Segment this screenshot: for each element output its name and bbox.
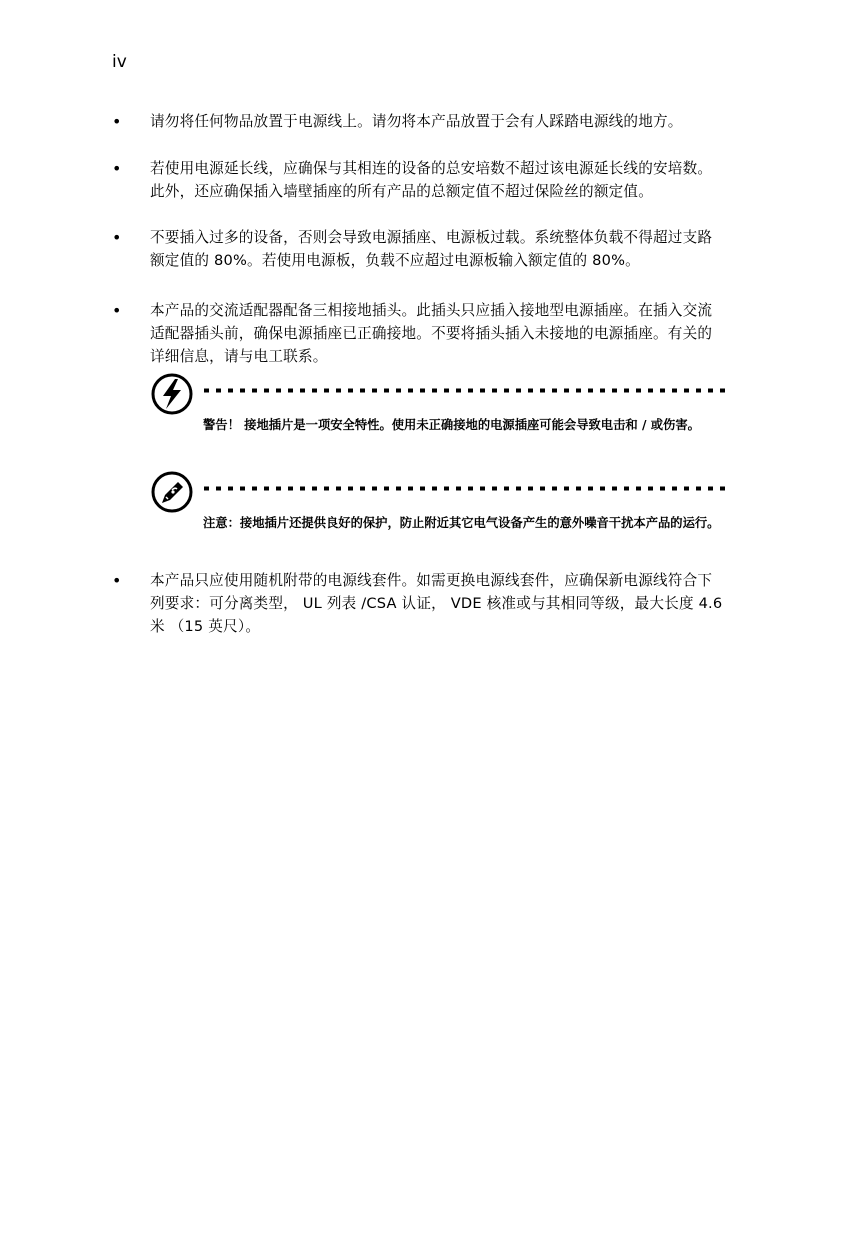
bullet-symbol: • <box>112 301 122 320</box>
list-item <box>112 569 724 638</box>
warning-text: 警告！ 接地插片是一项安全特性。使用未正确接地的电源插座可能会导致电击和 / 或伤害。 <box>203 418 700 432</box>
list-item <box>112 299 724 368</box>
list-item <box>112 157 724 203</box>
list-item <box>112 226 724 272</box>
dotted-divider <box>204 486 730 491</box>
note-text: 注意：接地插片还提供良好的保护，防止附近其它电气设备产生的意外噪音干扰本产品的运行。 <box>203 516 720 530</box>
list-item-text: 本产品的交流适配器配备三相接地插头。此插头只应插入接地型电源插座。在插入交流适配器插头前，确保电源插座已正确接地。不要将插头插入未接地的电源插座。有关的详细信息，请与电工联系。 <box>150 302 713 365</box>
list-item-text: 本产品只应使用随机附带的电源线套件。如需更换电源线套件，应确保新电源线符合下列要求：可分离类型， UL 列表 /CSA 认证， VDE 核准或与其相同等级，最大长度 4.6 米 （15 英尺）。 <box>150 572 723 635</box>
bullet-symbol: • <box>112 159 122 178</box>
pen-note-icon <box>150 470 194 514</box>
list-item-text: 若使用电源延长线，应确保与其相连的设备的总安培数不超过该电源延长线的安培数。此外，还应确保插入墙壁插座的所有产品的总额定值不超过保险丝的额定值。 <box>150 160 713 200</box>
page-number: iv <box>112 52 127 72</box>
lightning-warning-icon <box>150 372 194 416</box>
bullet-symbol: • <box>112 571 122 590</box>
bullet-symbol: • <box>112 112 122 131</box>
list-item-text: 请勿将任何物品放置于电源线上。请勿将本产品放置于会有人踩踏电源线的地方。 <box>150 113 683 130</box>
list-item <box>112 110 724 133</box>
dotted-divider <box>204 388 730 393</box>
bullet-symbol: • <box>112 228 122 247</box>
list-item-text: 不要插入过多的设备，否则会导致电源插座、电源板过载。系统整体负载不得超过支路额定值的 80%。若使用电源板，负载不应超过电源板输入额定值的 80%。 <box>150 229 713 269</box>
